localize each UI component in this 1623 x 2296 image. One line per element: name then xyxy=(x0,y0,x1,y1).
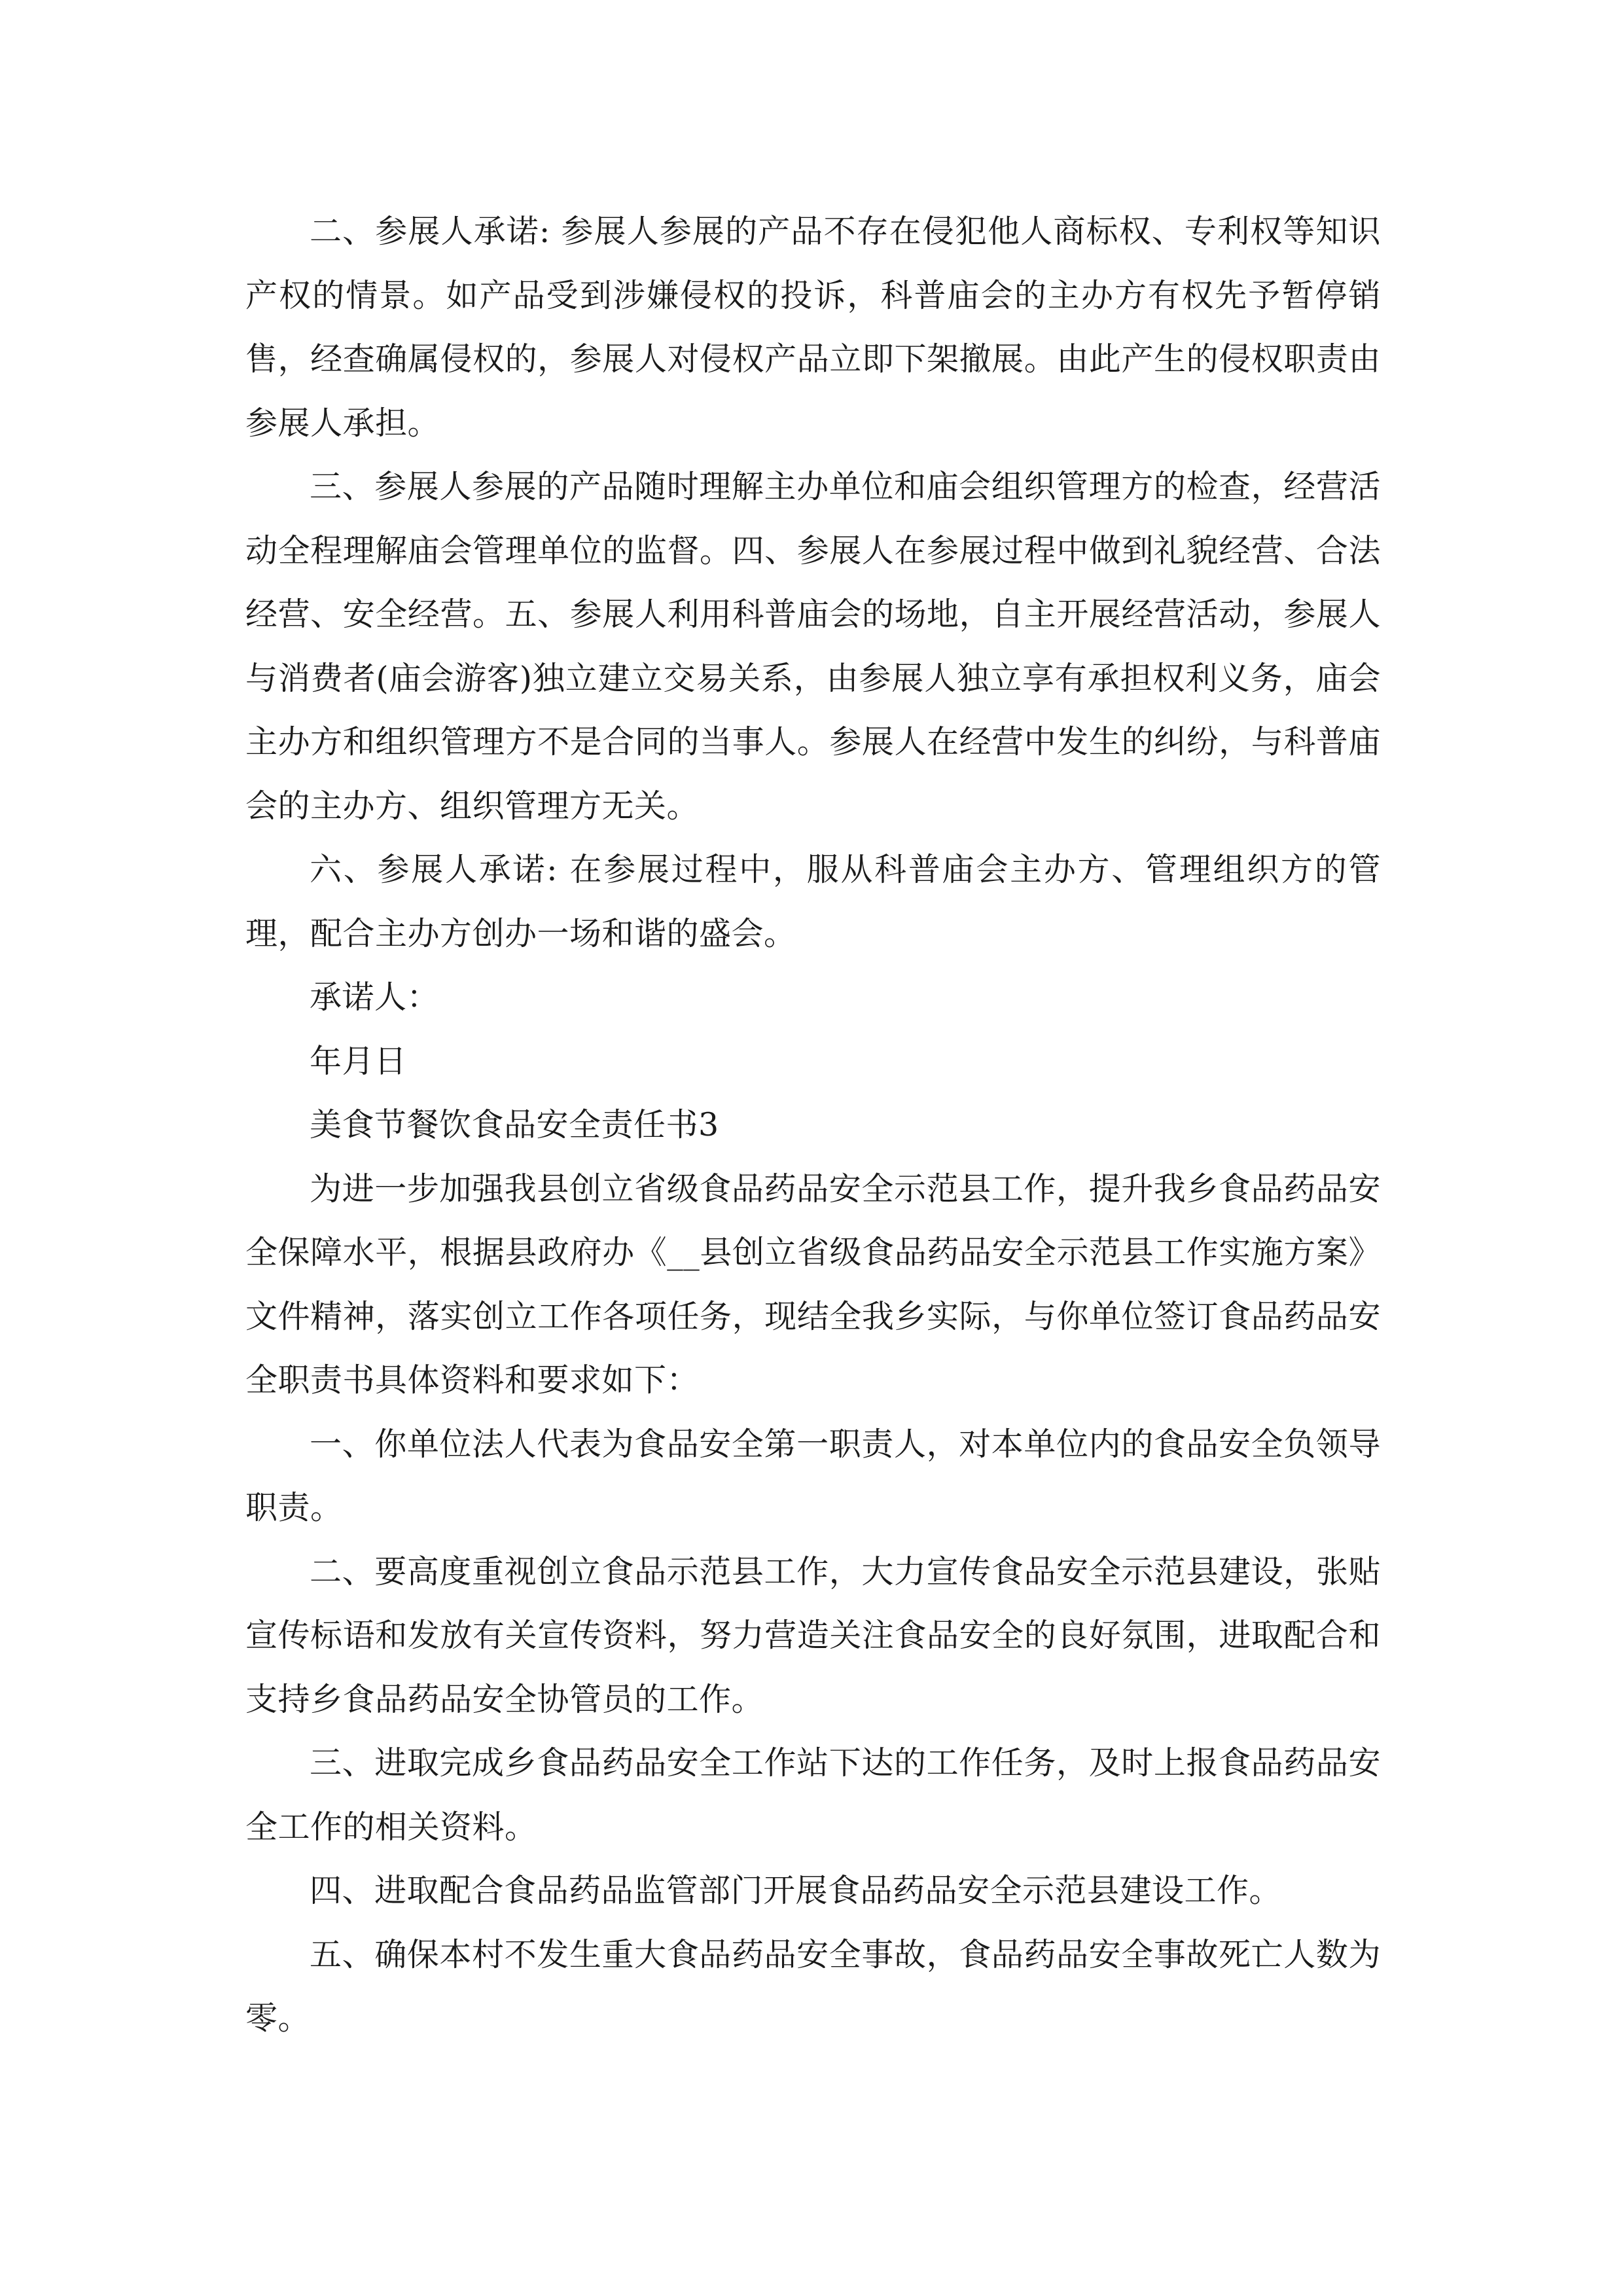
document-body xyxy=(245,200,1381,2051)
paragraph-item-5: 五、确保本村不发生重大食品药品安全事故，食品药品安全事故死亡人数为零。 xyxy=(245,1935,1381,2037)
paragraph-obey-management: 六、参展人承诺: 在参展过程中，服从科普庙会主办方、管理组织方的管理，配合主办方创办一场和谐的盛会。 xyxy=(245,851,1381,952)
paragraph-intro: 为进一步加强我县创立省级食品药品安全示范县工作，提升我乡食品药品安全保障水平，根据县政府办《__县创立省级食品药品安全示范县工作实施方案》文件精神，落实创立工作各项任务，现结全我乡实际，与你单位签订食品药品安全职责书具体资料和要求如下： xyxy=(245,1170,1381,1399)
paragraph-item-4: 四、进取配合食品药品监管部门开展食品药品安全示范县建设工作。 xyxy=(310,1872,1282,1909)
paragraph-item-3: 三、进取完成乡食品药品安全工作站下达的工作任务，及时上报食品药品安全工作的相关资料。 xyxy=(245,1744,1381,1846)
paragraph-exhibitor-ip-commitment: 二、参展人承诺: 参展人参展的产品不存在侵犯他人商标权、专利权等知识产权的情景。如产品受到涉嫌侵权的投诉，科普庙会的主办方有权先予暂停销售，经查确属侵权的，参展人对侵权产品立即下架撤展。由此产生的侵权职责由参展人承担。 xyxy=(245,213,1381,442)
date-label: 年月日 xyxy=(310,1042,407,1080)
paragraph-item-1: 一、你单位法人代表为食品安全第一职责人，对本单位内的食品安全负领导职责。 xyxy=(245,1425,1381,1526)
paragraph-item-2: 二、要高度重视创立食品示范县工作，大力宣传食品安全示范县建设，张贴宣传标语和发放有关宣传资料，努力营造关注食品安全的良好氛围，进取配合和支持乡食品药品安全协管员的工作。 xyxy=(245,1552,1381,1718)
signature-label: 承诺人： xyxy=(310,978,440,1016)
paragraph-inspection-and-operation: 三、参展人参展的产品随时理解主办单位和庙会组织管理方的检查，经营活动全程理解庙会管理单位的监督。四、参展人在参展过程中做到礼貌经营、合法经营、安全经营。五、参展人利用科普庙会的场地，自主开展经营活动，参展人与消费者(庙会游客)独立建立交易关系，由参展人独立享有承担权利义务，庙会主办方和组织管理方不是合同的当事人。参展人在经营中发生的纠纷，与科普庙会的主办方、组织管理方无关。 xyxy=(245,468,1382,825)
section-title: 美食节餐饮食品安全责任书3 xyxy=(310,1106,719,1143)
